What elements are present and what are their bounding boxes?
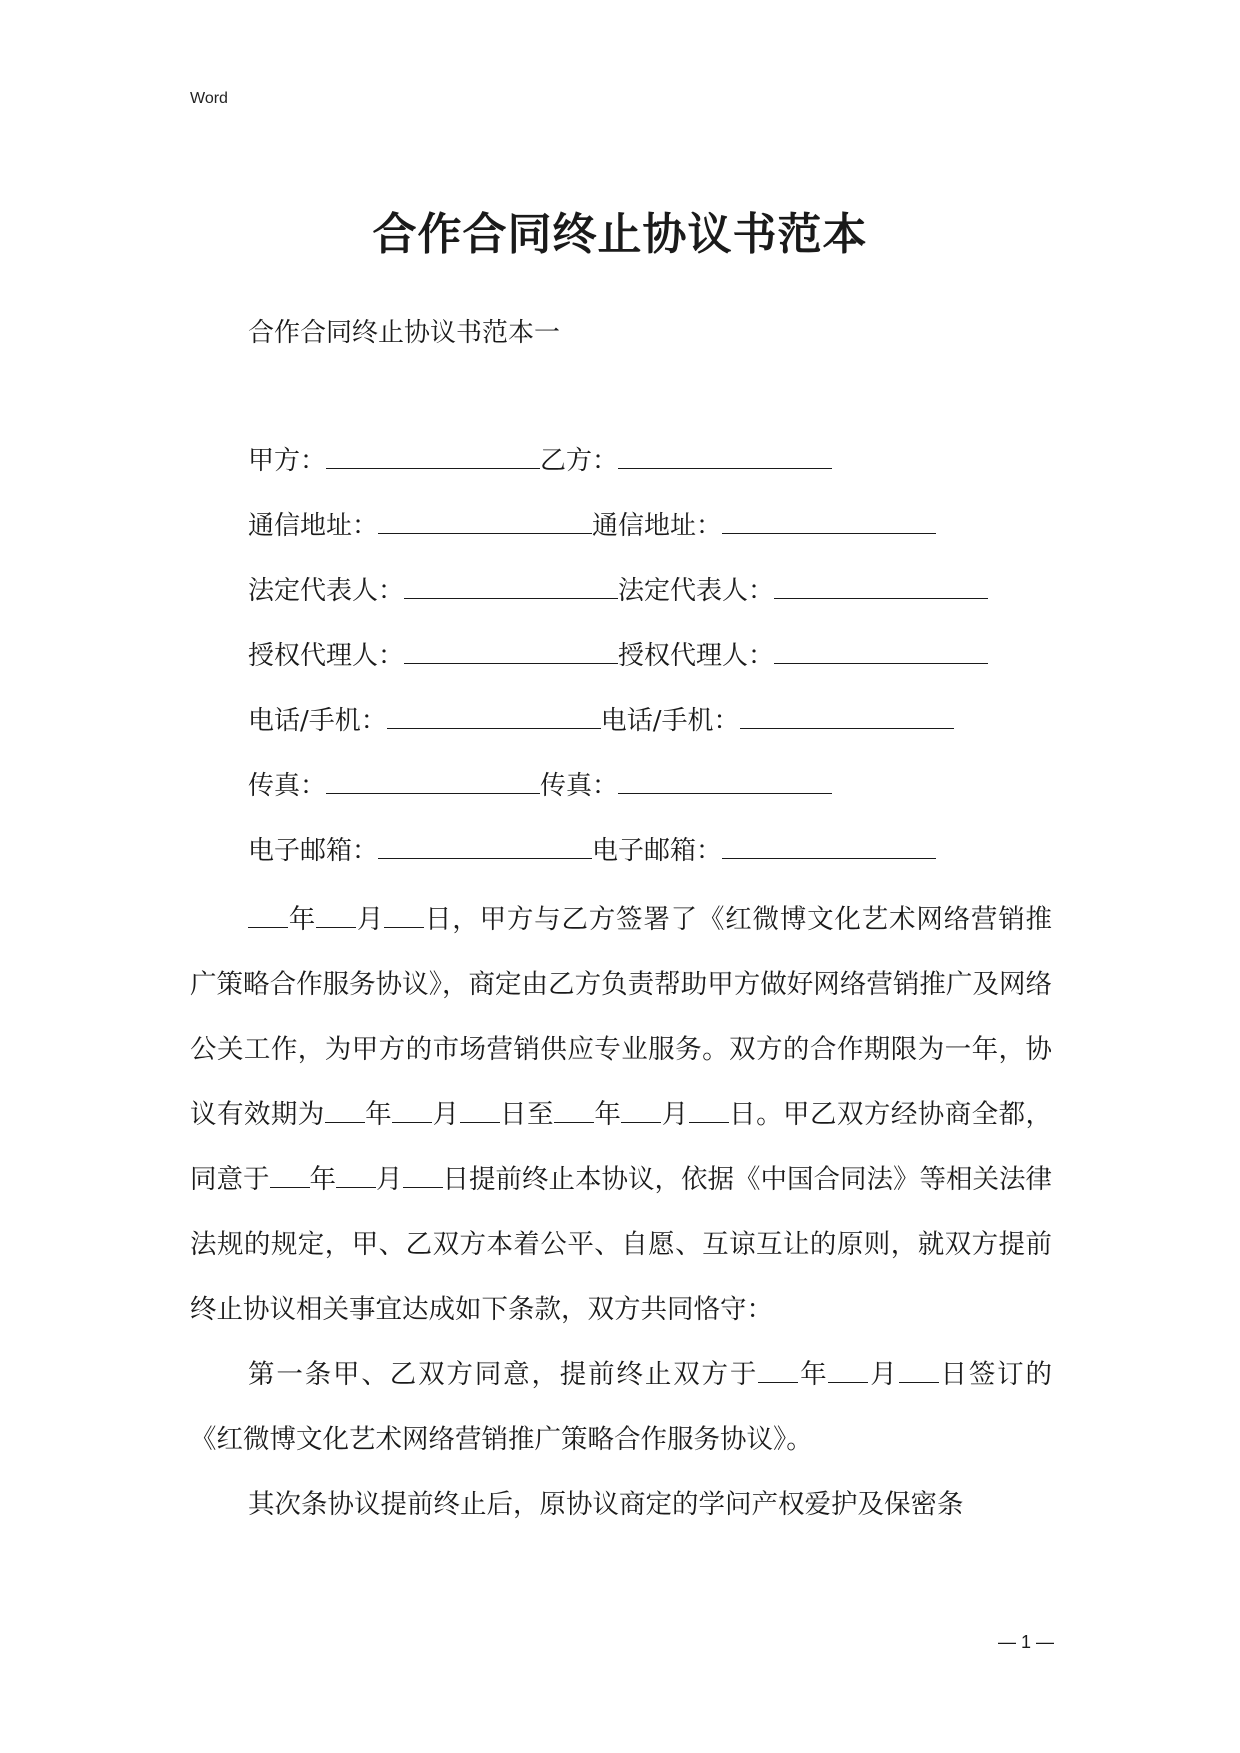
text-segment: 年 <box>364 1099 393 1130</box>
field-label-fax-b: 传真： <box>540 771 619 801</box>
date-blank[interactable] <box>621 1096 661 1123</box>
field-label-phone-a: 电话/手机： <box>248 706 387 736</box>
field-label-legal-rep-b: 法定代表人： <box>618 576 775 606</box>
field-blank-agent-b[interactable] <box>774 635 988 664</box>
field-blank-address-b[interactable] <box>722 505 936 534</box>
field-label-email-b: 电子邮箱： <box>592 836 723 866</box>
field-label-email-a: 电子邮箱： <box>248 836 379 866</box>
date-blank[interactable] <box>554 1096 594 1123</box>
field-blank-agent-a[interactable] <box>404 635 618 664</box>
date-blank[interactable] <box>325 1096 365 1123</box>
field-row-agent <box>248 635 988 700</box>
date-blank[interactable] <box>460 1096 500 1123</box>
text-segment: 日至 <box>499 1099 554 1130</box>
field-blank-address-a[interactable] <box>378 505 592 534</box>
field-blank-phone-b[interactable] <box>740 700 954 729</box>
field-label-address-b: 通信地址： <box>592 511 723 541</box>
field-row-email <box>248 830 988 895</box>
date-blank[interactable] <box>828 1356 868 1383</box>
date-blank[interactable] <box>758 1356 798 1383</box>
field-row-phone <box>248 700 988 765</box>
field-blank-legal-rep-a[interactable] <box>404 570 618 599</box>
text-segment: 日提前终止本协议，依据《中国合同法》等相关法律法规的规定，甲、乙双方本着公平、自愿、互谅互让的原则，就双方提前终止协议相关事宜达成如下条款，双方共同恪守： <box>190 1164 1052 1325</box>
document-title: 合作合同终止协议书范本 <box>372 209 868 260</box>
document-body <box>190 887 1052 1537</box>
paragraph-article-2: 其次条协议提前终止后，原协议商定的学问产权爱护及保密条 <box>248 1489 964 1520</box>
field-label-agent-a: 授权代理人： <box>248 641 405 671</box>
field-label-phone-b: 电话/手机： <box>600 706 740 736</box>
date-blank[interactable] <box>392 1096 432 1123</box>
field-blank-party-a[interactable] <box>326 440 540 469</box>
field-row-party <box>248 440 988 505</box>
page-number: — 1 — <box>997 1632 1054 1652</box>
date-blank[interactable] <box>270 1161 310 1188</box>
field-blank-fax-b[interactable] <box>618 765 832 794</box>
text-segment: 月 <box>376 1164 403 1195</box>
text-segment: 年 <box>593 1099 622 1130</box>
field-blank-fax-a[interactable] <box>326 765 540 794</box>
field-label-party-a: 甲方： <box>248 446 327 476</box>
text-segment: 月 <box>868 1359 899 1390</box>
date-blank[interactable] <box>899 1356 939 1383</box>
header-label: Word <box>190 90 228 107</box>
field-label-agent-b: 授权代理人： <box>618 641 775 671</box>
document-subtitle: 合作合同终止协议书范本一 <box>248 318 561 348</box>
field-row-legal-rep <box>248 570 988 635</box>
text-segment: 日签订的《红微博文化艺术网络营销推广策略合作服务协议》。 <box>190 1359 1053 1455</box>
text-segment: 月 <box>661 1099 689 1130</box>
paragraph-background <box>190 887 1052 1342</box>
paragraph-article-1 <box>190 1342 1052 1472</box>
field-label-party-b: 乙方： <box>540 446 619 476</box>
date-blank[interactable] <box>689 1096 729 1123</box>
field-label-fax-a: 传真： <box>248 771 327 801</box>
text-segment: 年 <box>309 1164 336 1195</box>
field-label-address-a: 通信地址： <box>248 511 379 541</box>
text-segment: 日。甲乙双方经协商全都，同意于 <box>190 1099 1053 1195</box>
field-blank-party-b[interactable] <box>618 440 832 469</box>
text-segment: 月 <box>356 904 385 935</box>
text-segment: 年 <box>288 904 317 935</box>
date-blank[interactable] <box>316 901 356 928</box>
party-fields <box>248 440 988 895</box>
text-segment: 月 <box>432 1099 460 1130</box>
field-row-address <box>248 505 988 570</box>
text-segment: 日，甲方与乙方签署了《红微博文化艺术网络营销推广策略合作服务协议》，商定由乙方负责帮助甲方做好网络营销推广及网络公关工作，为甲方的市场营销供应专业服务。双方的合作期限为一年，协议有效期为 <box>190 904 1053 1130</box>
text-segment: 第一条甲、乙双方同意，提前终止双方于 <box>248 1359 759 1390</box>
field-label-legal-rep-a: 法定代表人： <box>248 576 405 606</box>
date-blank[interactable] <box>336 1161 376 1188</box>
date-blank[interactable] <box>248 901 288 928</box>
field-blank-phone-a[interactable] <box>387 700 601 729</box>
field-blank-email-a[interactable] <box>378 830 592 859</box>
field-blank-legal-rep-b[interactable] <box>774 570 988 599</box>
field-blank-email-b[interactable] <box>722 830 936 859</box>
date-blank[interactable] <box>384 901 424 928</box>
date-blank[interactable] <box>403 1161 443 1188</box>
field-row-fax <box>248 765 988 830</box>
text-segment: 年 <box>798 1359 829 1390</box>
